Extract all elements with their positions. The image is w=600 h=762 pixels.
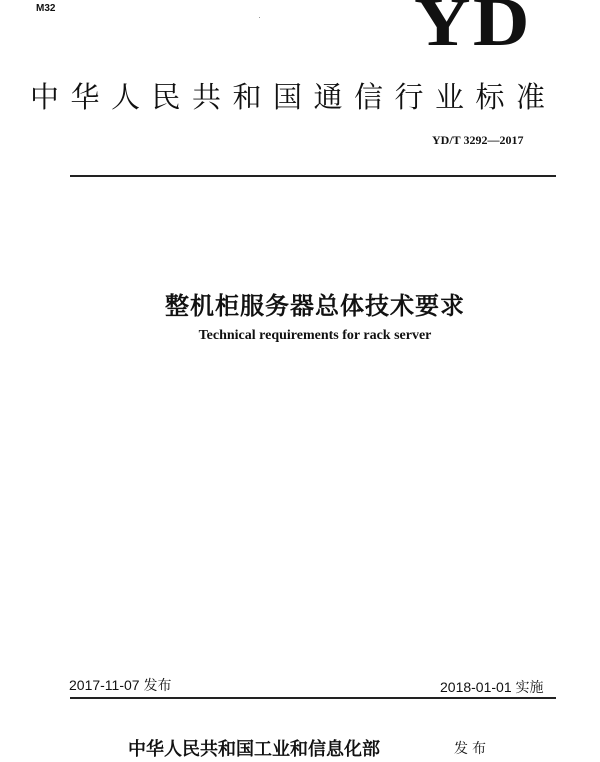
issue-date: 2017-11-07 发布 bbox=[69, 677, 172, 693]
standard-type-heading: 中华人民共和国通信行业标准 bbox=[30, 80, 557, 114]
issue-action: 发布 bbox=[454, 741, 490, 757]
yd-logo: YD bbox=[414, 0, 532, 61]
issuing-authority: 中华人民共和国工业和信息化部 bbox=[128, 739, 380, 760]
scan-speck bbox=[259, 17, 260, 18]
document-title-chinese: 整机柜服务器总体技术要求 bbox=[165, 292, 465, 320]
ics-code: M32 bbox=[36, 3, 56, 14]
document-title-english: Technical requirements for rack server bbox=[198, 328, 432, 343]
bottom-divider bbox=[70, 697, 556, 699]
implementation-date: 2018-01-01 实施 bbox=[440, 679, 544, 695]
standard-number: YD/T 3292—2017 bbox=[432, 133, 524, 147]
top-divider bbox=[70, 175, 556, 177]
